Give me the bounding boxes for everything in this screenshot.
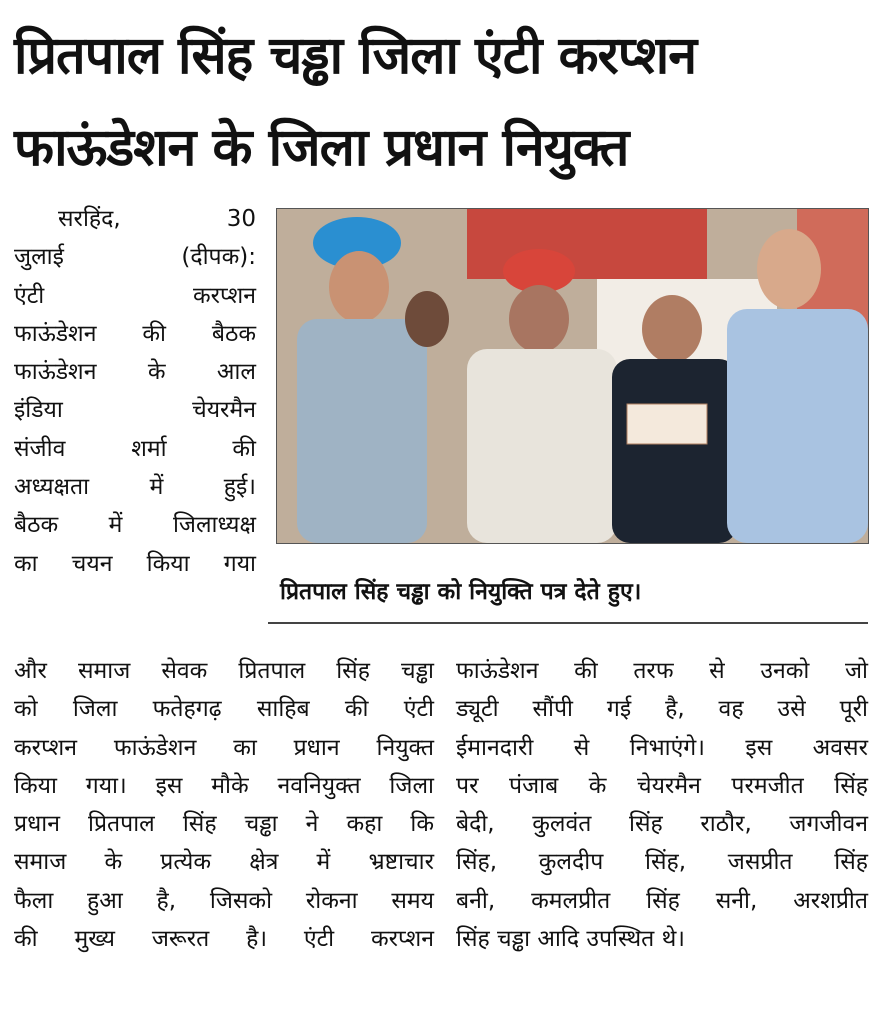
article-line: संजीव शर्मा की — [14, 435, 256, 462]
article-line: फाऊंडेशन की तरफ से उनको जो — [456, 658, 868, 684]
article-line: बैठक में जिलाध्यक्ष — [14, 512, 256, 539]
article-line: की मुख्य जरूरत है। एंटी करप्शन — [14, 926, 434, 953]
article-line: समाज के प्रत्येक क्षेत्र में भ्रष्टाचार — [14, 849, 434, 876]
article-line: सिंह, कुलदीप सिंह, जसप्रीत सिंह — [456, 849, 868, 876]
headline — [14, 10, 874, 194]
news-photo — [276, 208, 869, 544]
article-line: का चयन किया गया — [14, 550, 256, 577]
article-line: और समाज सेवक प्रितपाल सिंह चड्ढा — [14, 658, 434, 684]
article-line: पर पंजाब के चेयरमैन परमजीत सिंह — [456, 772, 868, 799]
article-line: जुलाई (दीपक): — [14, 244, 256, 271]
article-line: करप्शन फाऊंडेशन का प्रधान नियुक्त — [14, 734, 434, 761]
article-line: सरहिंद, 30 — [58, 206, 256, 232]
article-line: फाऊंडेशन के आल — [14, 359, 256, 386]
article-line: फैला हुआ है, जिसको रोकना समय — [14, 887, 434, 914]
headline-line-1: प्रितपाल सिंह चड्ढा जिला एंटी करप्शन — [14, 26, 697, 86]
article-line: बनी, कमलप्रीत सिंह सनी, अरशप्रीत — [456, 887, 868, 914]
news-photo-illustration — [277, 209, 868, 543]
article-line: अध्यक्षता में हुई। — [14, 474, 256, 501]
caption-divider — [268, 622, 868, 624]
article-line: ड्यूटी सौंपी गई है, वह उसे पूरी — [456, 696, 868, 723]
photo-caption: प्रितपाल सिंह चड्ढा को नियुक्ति पत्र देते हुए। — [280, 579, 642, 605]
article-line: ईमानदारी से निभाएंगे। इस अवसर — [456, 734, 868, 761]
article-line: सिंह चड्ढा आदि उपस्थित थे। — [456, 926, 685, 953]
article-line: बेदी, कुलवंत सिंह राठौर, जगजीवन — [456, 811, 868, 838]
headline-line-2: फाऊंडेशन के जिला प्रधान नियुक्त — [14, 118, 629, 178]
article-column-right — [456, 652, 868, 958]
article-column-left-top — [14, 200, 256, 583]
article-line: प्रधान प्रितपाल सिंह चड्ढा ने कहा कि — [14, 811, 434, 838]
article-line: को जिला फतेहगढ़ साहिब की एंटी — [14, 696, 434, 723]
article-line: किया गया। इस मौके नवनियुक्त जिला — [14, 772, 434, 799]
article-column-left-bottom — [14, 652, 434, 958]
article-line: एंटी करप्शन — [14, 282, 256, 309]
article-line: फाऊंडेशन की बैठक — [14, 320, 256, 347]
article-line: इंडिया चेयरमैन — [14, 397, 256, 424]
